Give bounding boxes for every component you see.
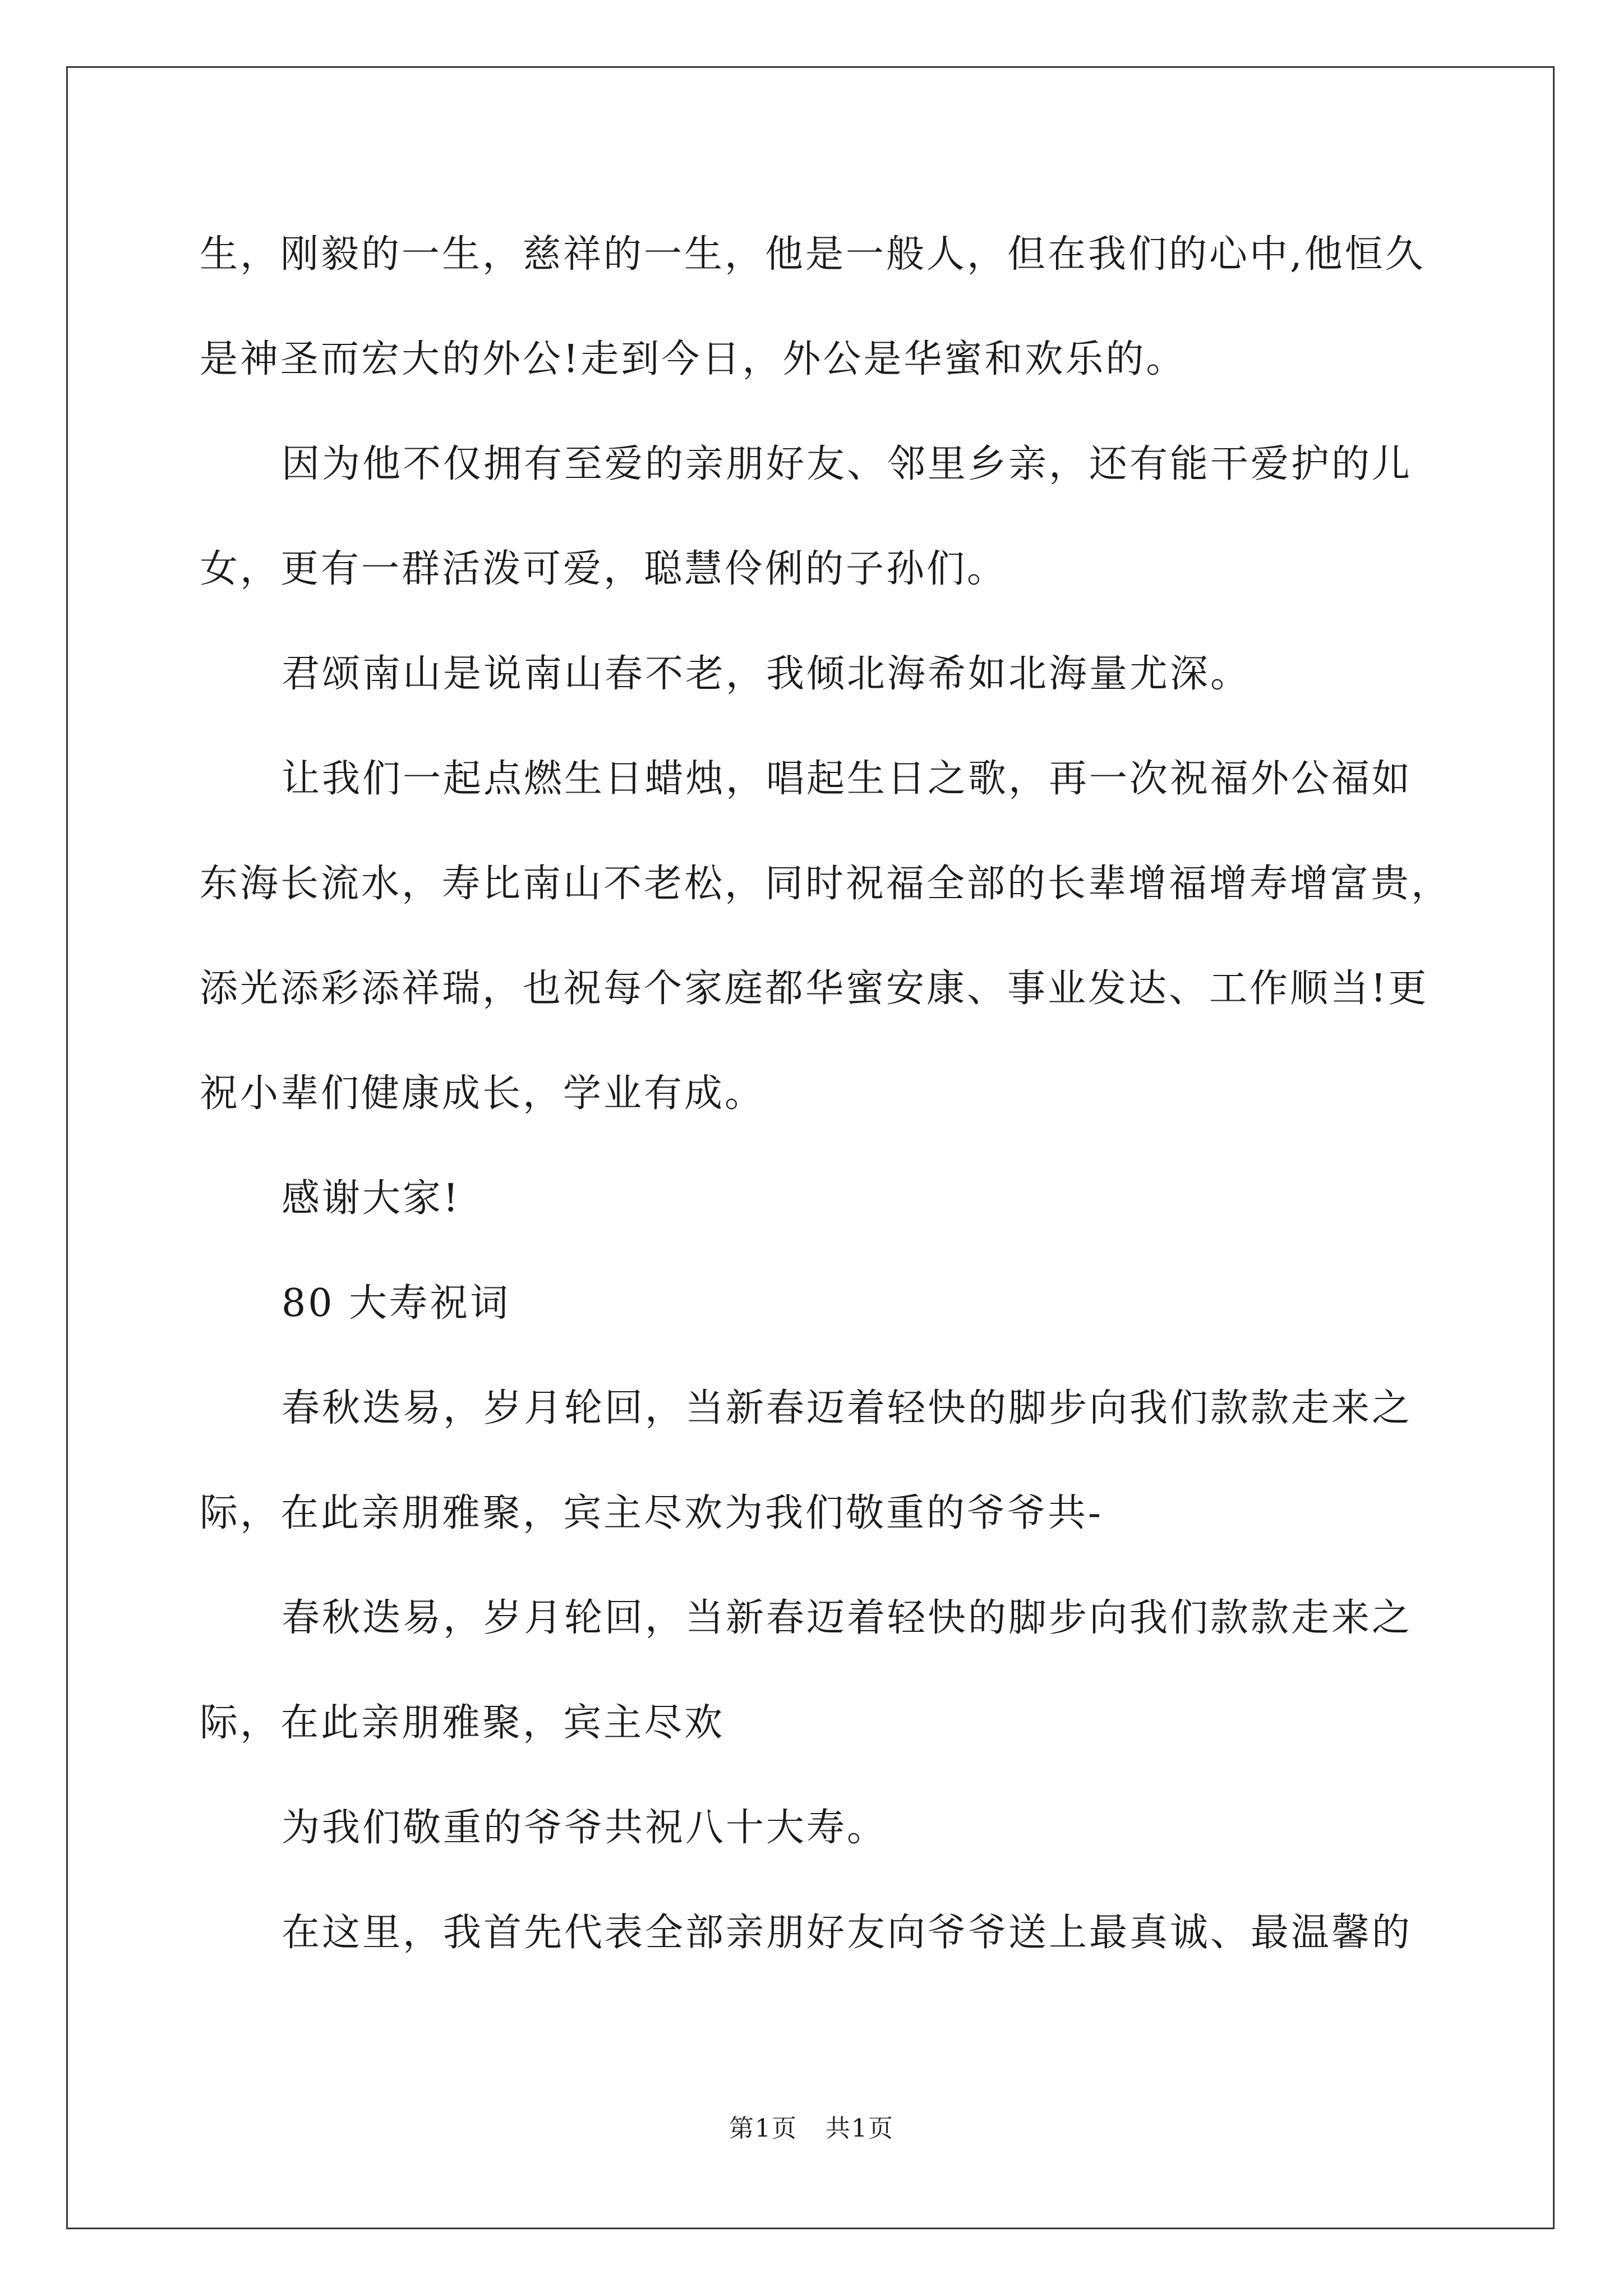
text-line: 在这里，我首先代表全部亲朋好友向爷爷送上最真诚、最温馨的 (282, 1911, 1413, 1955)
page-total: 共1页 (826, 2114, 894, 2143)
text-line: 祝小辈们健康成长，学业有成。 (200, 1071, 766, 1116)
document-body (200, 202, 1452, 1985)
text-line: 女，更有一群活泼可爱，聪慧伶俐的子孙们。 (200, 547, 1008, 591)
page-number: 第1页 (729, 2114, 797, 2143)
text-line: 君颂南山是说南山春不老，我倾北海希如北海量尤深。 (282, 652, 1251, 696)
text-line: 感谢大家! (282, 1176, 461, 1221)
text-line: 春秋迭易，岁月轮回，当新春迈着轻快的脚步向我们款款走来之 (282, 1386, 1413, 1430)
page-footer (0, 2108, 1623, 2144)
text-line: 让我们一起点燃生日蜡烛，唱起生日之歌，再一次祝福外公福如 (282, 757, 1413, 801)
text-line: 际，在此亲朋雅聚，宾主尽欢 (200, 1701, 725, 1745)
text-line: 添光添彩添祥瑞，也祝每个家庭都华蜜安康、事业发达、工作顺当!更 (200, 967, 1429, 1011)
text-line: 为我们敬重的爷爷共祝八十大寿。 (282, 1806, 888, 1850)
text-line: 因为他不仅拥有至爱的亲朋好友、邻里乡亲，还有能干爱护的儿 (282, 442, 1413, 486)
text-line: 是神圣而宏大的外公!走到今日，外公是华蜜和欢乐的。 (200, 337, 1187, 381)
text-line: 春秋迭易，岁月轮回，当新春迈着轻快的脚步向我们款款走来之 (282, 1596, 1413, 1640)
text-line: 生，刚毅的一生，慈祥的一生，他是一般人，但在我们的心中,他恒久 (200, 232, 1426, 277)
section-heading: 80 大寿祝词 (282, 1281, 511, 1326)
text-line: 东海长流水，寿比南山不老松，同时祝福全部的长辈增福增寿增富贵， (200, 862, 1452, 906)
text-line: 际，在此亲朋雅聚，宾主尽欢为我们敬重的爷爷共- (200, 1491, 1103, 1535)
